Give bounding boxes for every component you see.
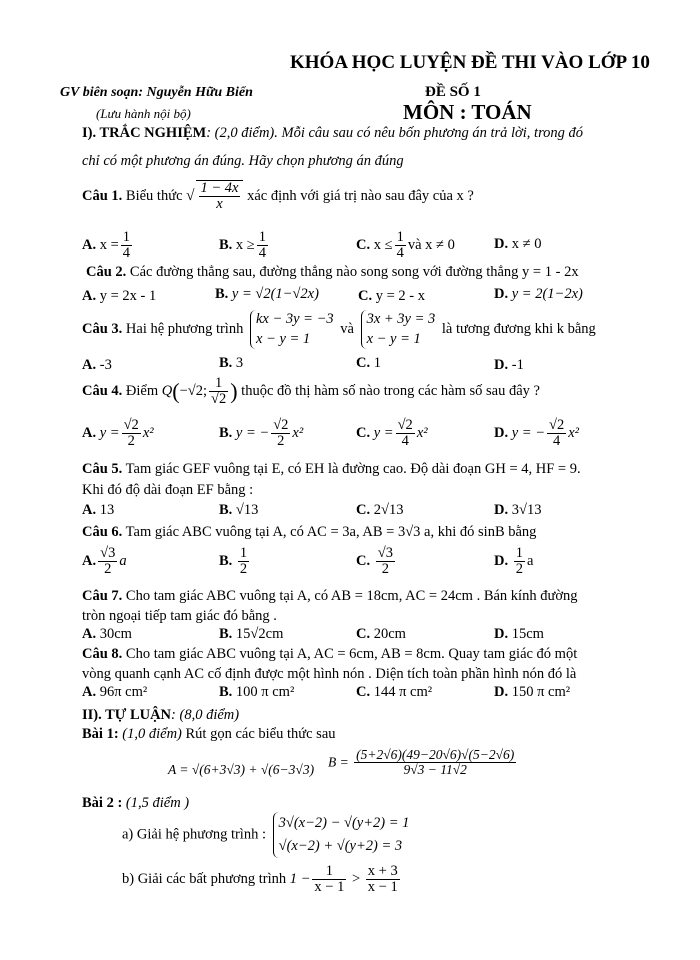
q7-stem-2: tròn ngoại tiếp tam giác đó bằng . (82, 608, 277, 624)
q3-text-b: là tương đương khi k bằng (441, 320, 596, 337)
option-label: A. (82, 502, 97, 518)
frac-num: 1 (239, 545, 248, 561)
q3-system-2 (361, 310, 436, 349)
option-text: y = − (511, 425, 545, 442)
option-text: x ≤ (373, 237, 393, 254)
author: GV biên soạn: Nguyễn Hữu Biển (60, 85, 253, 100)
option-label: B. (219, 502, 233, 518)
option-text: -3 (99, 357, 112, 373)
option-label: C. (356, 684, 371, 700)
option-text: y = (99, 425, 120, 442)
q7-option-c[interactable] (356, 626, 406, 643)
option-label: D. (494, 236, 509, 252)
option-label: B. (219, 684, 233, 700)
q5-option-b[interactable] (219, 502, 258, 519)
q6-option-d[interactable] (494, 546, 533, 577)
circulation-note: (Lưu hành nội bộ) (96, 106, 191, 121)
option-label: C. (356, 355, 371, 371)
option-text-post: a (526, 553, 534, 570)
part-text: b) Giải các bất phương trình (122, 871, 287, 888)
option-text: y = 2x - 1 (99, 288, 157, 304)
equation: 3x + 3y = 3 (366, 311, 436, 327)
q4-option-c[interactable] (356, 418, 428, 449)
section1-intro-line2: chỉ có một phương án đúng. Hãy chọn phương án đúng (82, 153, 404, 169)
q6-option-c[interactable] (356, 546, 397, 577)
frac-den: 2 (104, 561, 112, 578)
q1-option-c[interactable] (356, 230, 455, 261)
frac-num: √2 (549, 417, 565, 433)
option-text: 2√13 (373, 502, 404, 518)
option-label: B. (219, 237, 233, 254)
q3-text-a: Hai hệ phương trình (125, 320, 244, 337)
q5-option-d[interactable] (494, 502, 541, 519)
q2-option-b[interactable] (215, 286, 319, 303)
bai1-expr-b (328, 748, 518, 777)
option-label: D. (494, 357, 509, 373)
option-text: x ≠ 0 (511, 236, 542, 252)
q8-label: Câu 8. (82, 646, 123, 662)
bai1-heading (82, 726, 336, 743)
frac-den: 9√3 − 11√2 (403, 762, 467, 778)
frac-den: 4 (396, 245, 404, 262)
frac-num: √3 (377, 545, 393, 561)
q2-stem (86, 264, 579, 281)
q3-stem (82, 310, 596, 349)
frac-den: 2 (127, 433, 135, 450)
bai2-part-b (122, 864, 402, 895)
frac-den: 2 (515, 561, 523, 578)
q7-stem-1 (82, 588, 577, 605)
expr-lhs: B = (328, 754, 349, 770)
frac-num: 1 (209, 376, 228, 392)
frac-den: 2 (239, 561, 248, 578)
q3-system-1 (250, 310, 334, 349)
q8-option-a[interactable] (82, 684, 147, 701)
option-label: D. (494, 553, 509, 570)
frac-den: 4 (552, 433, 561, 450)
q6-text: Tam giác ABC vuông tại A, có AC = 3a, AB = 3√3 a, khi đó sinB bằng (125, 524, 537, 540)
option-label: C. (356, 425, 371, 442)
option-label: C. (356, 553, 371, 570)
option-text: x² (142, 425, 154, 442)
frac-den: 2 (277, 433, 285, 450)
option-label: A. (82, 357, 97, 373)
option-text: 1 (373, 355, 381, 371)
q2-option-d[interactable] (494, 286, 583, 303)
option-label: A. (82, 626, 97, 642)
q4-point: Q (161, 383, 173, 400)
option-label: B. (219, 355, 233, 371)
q2-label: Câu 2. (86, 264, 127, 280)
option-label: D. (494, 684, 509, 700)
q6-stem (82, 524, 536, 541)
option-text: 150 π cm² (511, 684, 571, 700)
q5-stem-1 (82, 461, 581, 478)
q1-text-a: Biểu thức (125, 188, 183, 205)
frac-den: 4 (258, 245, 267, 262)
option-label: D. (494, 425, 509, 442)
frac-num: 1 (396, 229, 404, 245)
section2-title: II). TỰ LUẬN (82, 707, 172, 723)
frac-den: x − 1 (367, 879, 398, 896)
q5-text-1: Tam giác GEF vuông tại E, có EH là đường cao. Độ dài đoạn GH = 4, HF = 9. (125, 461, 581, 477)
option-text: 20cm (373, 626, 406, 642)
subject-title: MÔN : TOÁN (403, 100, 532, 124)
q1-option-b[interactable] (219, 230, 270, 261)
q7-option-d[interactable] (494, 626, 544, 643)
q3-option-b[interactable] (219, 355, 243, 372)
q4-option-a[interactable] (82, 418, 154, 449)
option-text: x² (416, 425, 428, 442)
option-text: x ≥ (235, 237, 255, 254)
option-label: A. (82, 237, 97, 254)
option-text: y = √2(1−√2x) (231, 286, 319, 302)
option-label: A. (82, 425, 97, 442)
bai1-label: Bài 1: (82, 726, 119, 742)
q4-stem: Câu 4. Điểm Q(−√2; $\frac{1}{√2}$ ) thuộc đồ thị hàm số nào trong các hàm số sau đây ? (82, 375, 540, 408)
q8-option-c[interactable] (356, 684, 432, 701)
bai2-heading (82, 795, 189, 812)
bai2-label: Bài 2 : (82, 795, 123, 811)
q4-coord: −√2; (179, 383, 207, 400)
ineq-sign: > (351, 871, 361, 888)
q4-option-b[interactable] (219, 418, 303, 449)
q1-label: Câu 1. (82, 188, 123, 205)
bai2-part-a (122, 812, 412, 858)
option-label: D. (494, 286, 509, 302)
q7-option-b[interactable] (219, 626, 283, 643)
q4-label: Câu 4. (82, 383, 123, 400)
section1-intro (82, 125, 583, 142)
frac-den: 4 (401, 433, 409, 450)
bai2-system (273, 812, 410, 858)
equation: kx − 3y = −3 (255, 311, 334, 327)
exam-number: ĐỀ SỐ 1 (425, 84, 481, 100)
q1-stem (82, 180, 474, 212)
option-text: 3√13 (511, 502, 542, 518)
frac-den: 2 (381, 561, 389, 578)
q5-option-c[interactable] (356, 502, 403, 519)
option-label: A. (82, 684, 97, 700)
option-text-post: và x ≠ 0 (407, 237, 455, 254)
part-text: a) Giải hệ phương trình : (122, 826, 266, 843)
q7-option-a[interactable] (82, 626, 132, 643)
q5-stem-2: Khi đó độ dài đoạn EF bằng : (82, 482, 254, 498)
bai2-score: (1,5 điểm ) (125, 795, 190, 811)
section2-heading (82, 707, 239, 724)
option-label: C. (356, 626, 371, 642)
q1-text-b: xác định với giá trị nào sau đây của x ? (247, 188, 474, 205)
q3-label: Câu 3. (82, 320, 123, 337)
q6-label: Câu 6. (82, 524, 123, 540)
equation: √(x−2) + √(y+2) = 3 (278, 838, 403, 855)
option-text: x = (99, 237, 119, 254)
q1-option-a[interactable] (82, 230, 134, 261)
option-label: B. (219, 626, 233, 642)
option-text: x² (568, 425, 580, 442)
option-text: y = 2(1−2x) (511, 286, 583, 302)
option-text: 96π cm² (99, 684, 148, 700)
option-text: 13 (99, 502, 115, 518)
q5-option-a[interactable] (82, 502, 114, 519)
q1-option-d[interactable] (494, 236, 541, 253)
option-text: y = − (235, 425, 270, 442)
frac-num: √2 (123, 417, 139, 433)
option-label: C. (356, 237, 371, 254)
option-label: C. (358, 288, 373, 304)
frac-num: 1 (515, 545, 523, 561)
option-label: B. (219, 425, 233, 442)
equation: 3√(x−2) − √(y+2) = 1 (278, 815, 410, 831)
bai1-score: (1,0 điểm) (122, 726, 182, 742)
option-text: 30cm (99, 626, 132, 642)
q8-text-1: Cho tam giác ABC vuông tại A, AC = 6cm, AB = 8cm. Quay tam giác đó một (125, 646, 578, 662)
q3-option-c[interactable] (356, 355, 381, 372)
q1-radicand-num: 1 − 4x (200, 180, 239, 196)
option-text: 100 π cm² (235, 684, 295, 700)
frac-num: 1 (122, 229, 131, 245)
option-label: D. (494, 626, 509, 642)
bai1-expr-a: A = √(6+3√3) + √(6−3√3) (168, 762, 315, 777)
option-text: -1 (511, 357, 524, 373)
option-text: y = (373, 425, 394, 442)
q2-option-a[interactable] (82, 288, 156, 305)
option-text: 144 π cm² (373, 684, 433, 700)
frac-num: √2 (397, 417, 413, 433)
option-text: 3 (235, 355, 244, 371)
q2-option-c[interactable] (358, 288, 425, 305)
q8-option-d[interactable] (494, 684, 570, 701)
q1-radicand-den: x (216, 196, 223, 213)
frac-den: 4 (122, 245, 131, 262)
frac-num: 1 (312, 864, 346, 880)
option-label: D. (494, 502, 509, 518)
q6-option-b[interactable] (219, 546, 251, 577)
section2-score: : (8,0 điểm) (171, 707, 240, 723)
option-text-post: a (119, 553, 127, 570)
frac-num: √3 (100, 545, 116, 561)
option-label: A. (82, 553, 97, 570)
section1-intro-text: : (2,0 điểm). Mỗi câu sau có nêu bốn phương án trả lời, trong đó (206, 125, 584, 141)
q7-label: Câu 7. (82, 588, 123, 604)
q5-label: Câu 5. (82, 461, 123, 477)
bai1-text: Rút gọn các biểu thức sau (185, 726, 336, 742)
q4-text-b: thuộc đồ thị hàm số nào trong các hàm số sau đây ? (241, 383, 540, 400)
option-text: 15cm (511, 626, 544, 642)
option-text: √13 (235, 502, 259, 518)
q7-text-1: Cho tam giác ABC vuông tại A, có AB = 18cm, AC = 24cm . Bán kính đường (125, 588, 578, 604)
q8-option-b[interactable] (219, 684, 294, 701)
q3-and: và (340, 320, 354, 337)
equation: x − y = 1 (255, 330, 311, 347)
q8-stem-1 (82, 646, 577, 663)
option-text: x² (292, 425, 304, 442)
option-label: C. (356, 502, 371, 518)
frac-num: x + 3 (367, 863, 398, 879)
sqrt-sign: √ (186, 187, 195, 205)
q8-stem-2: vòng quanh cạnh AC cố định được một hình nón . Diện tích toàn phần hình nón đó là (82, 666, 577, 682)
frac-num: √2 (273, 417, 289, 433)
frac-den: x − 1 (314, 879, 345, 896)
q3-option-d[interactable] (494, 357, 524, 374)
q4-option-d[interactable] (494, 418, 579, 449)
q6-option-a[interactable] (82, 546, 127, 577)
q2-text: Các đường thẳng sau, đường thẳng nào song song với đường thẳng y = 1 - 2x (129, 264, 579, 280)
equation: x − y = 1 (366, 330, 421, 347)
q4-text-a: Điểm (125, 383, 159, 400)
section1-title: I). TRẮC NGHIỆM (82, 125, 207, 141)
option-text: y = 2 - x (375, 288, 425, 304)
course-title: KHÓA HỌC LUYỆN ĐỀ THI VÀO LỚP 10 (290, 52, 650, 73)
option-label: B. (219, 553, 233, 570)
ineq-lhs: 1 − (289, 871, 311, 888)
frac-num: 1 (258, 229, 267, 245)
option-label: B. (215, 286, 229, 302)
q3-option-a[interactable] (82, 357, 112, 374)
option-text: 15√2cm (235, 626, 284, 642)
frac-num: (5+2√6)(49−20√6)√(5−2√6) (356, 747, 515, 762)
frac-den: √2 (211, 391, 227, 408)
option-label: A. (82, 288, 97, 304)
